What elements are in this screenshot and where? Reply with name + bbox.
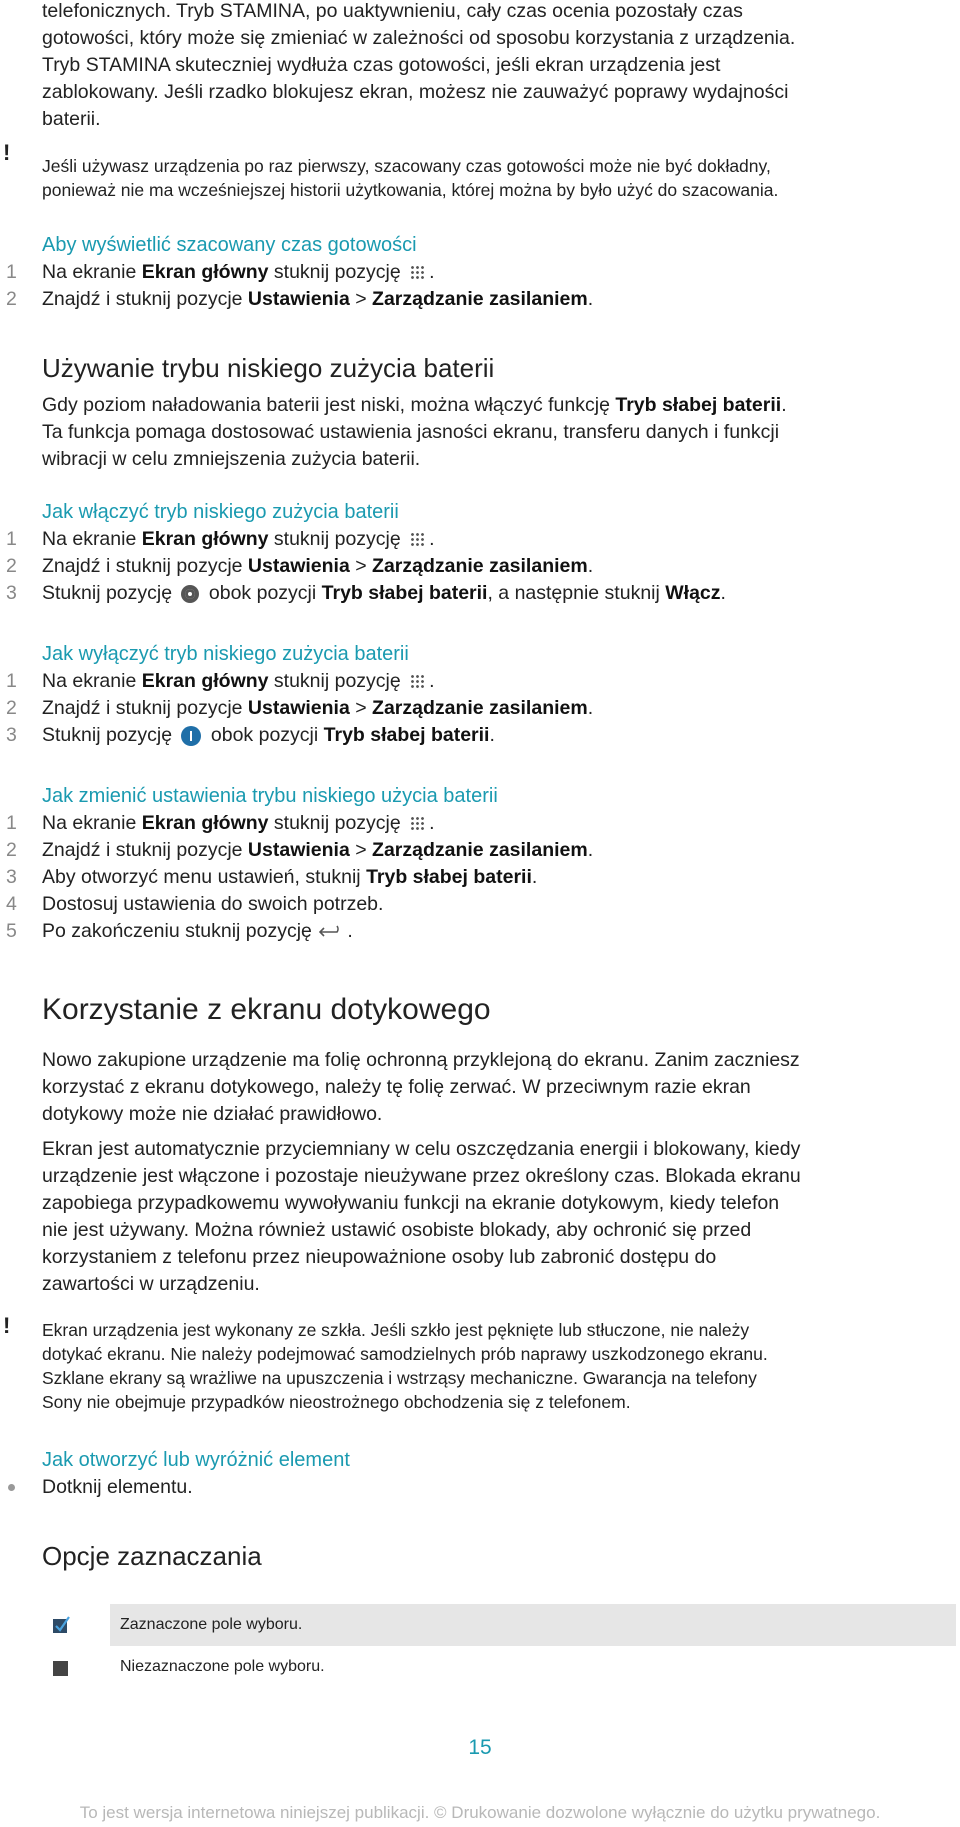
step-number: 3 <box>6 582 17 604</box>
step-number: 4 <box>6 893 17 915</box>
estimate-section <box>6 232 950 313</box>
step-item <box>6 837 950 864</box>
step-text: stuknij pozycję <box>268 670 407 692</box>
bullet-item <box>42 1474 950 1501</box>
step-number: 1 <box>6 261 17 283</box>
step-bold: Zarządzanie zasilaniem <box>372 555 588 577</box>
step-text: > <box>349 839 373 861</box>
low-power-section <box>42 352 950 384</box>
step-text: . <box>587 839 594 861</box>
step-number: 1 <box>6 812 17 834</box>
section-title: Jak zmienić ustawienia trybu niskiego użycia baterii <box>42 785 498 807</box>
note-line: Sony nie obejmuje przypadków nieostrożnego obchodzenia się z telefonem. <box>42 1392 631 1412</box>
step-text: Znajdź i stuknij pozycje <box>42 697 248 719</box>
option-label: Zaznaczone pole wyboru. <box>120 1616 303 1633</box>
step-item <box>6 810 950 837</box>
step-text: Stuknij pozycję <box>42 582 178 604</box>
step-number: 1 <box>6 528 17 550</box>
selection-section <box>42 1540 950 1572</box>
step-text: Na ekranie <box>42 812 142 834</box>
paragraph-line: Ta funkcja pomaga dostosować ustawienia jasności ekranu, transferu danych i funkcji <box>42 421 780 443</box>
section-heading: Używanie trybu niskiego zużycia baterii <box>42 353 495 383</box>
step-text: . <box>489 724 495 746</box>
note-line: dotykać ekranu. Nie należy podejmować samodzielnych prób naprawy uszkodzonego ekranu. <box>42 1344 768 1364</box>
step-item <box>6 668 950 695</box>
step-item <box>6 695 950 722</box>
paragraph-line: urządzenie jest włączone i pozostaje nieużywane przez określony czas. Blokada ekranu <box>42 1165 801 1187</box>
section-title: Jak włączyć tryb niskiego zużycia baterii <box>42 501 399 523</box>
step-number: 2 <box>6 555 17 577</box>
step-text: Znajdź i stuknij pozycje <box>42 555 248 577</box>
paragraph-line: zapobiega przypadkowemu wywoływaniu funkcji na ekranie dotykowym, kiedy telefon <box>42 1192 780 1214</box>
paragraph-line: zawartości w urządzeniu. <box>42 1273 260 1295</box>
intro-line: telefonicznych. Tryb STAMINA, po uaktywnieniu, cały czas ocenia pozostały czas <box>42 0 743 22</box>
step-text: . <box>587 697 594 719</box>
step-item <box>6 526 950 553</box>
step-text: Dostosuj ustawienia do swoich potrzeb. <box>42 893 384 915</box>
apps-grid-icon <box>410 532 425 547</box>
step-text: . <box>429 261 435 283</box>
steps-list <box>6 526 950 607</box>
radio-button-icon <box>181 585 199 603</box>
step-text: > <box>349 555 373 577</box>
step-item <box>6 553 950 580</box>
touch-section <box>42 992 950 1028</box>
step-number: 1 <box>6 670 17 692</box>
step-bold: Ekran główny <box>141 670 269 692</box>
step-number: 2 <box>6 697 17 719</box>
paragraph-line <box>42 392 950 419</box>
enable-section <box>6 499 950 607</box>
step-text: obok pozycji <box>203 582 322 604</box>
bullet-icon <box>8 1484 15 1491</box>
step-number: 3 <box>6 724 17 746</box>
back-arrow-icon <box>319 924 345 940</box>
intro-line: Tryb STAMINA skuteczniej wydłuża czas gotowości, jeśli ekran urządzenia jest <box>42 54 721 76</box>
touch-paragraph-1 <box>42 1047 950 1128</box>
change-section <box>6 783 950 945</box>
step-text: stuknij pozycję <box>268 528 407 550</box>
step-text: Znajdź i stuknij pozycje <box>42 839 248 861</box>
step-text: . <box>720 582 726 604</box>
step-bold: Ekran główny <box>141 812 269 834</box>
step-bold: Ustawienia <box>247 288 350 310</box>
step-text: Znajdź i stuknij pozycje <box>42 288 248 310</box>
steps-list <box>6 810 950 945</box>
apps-grid-icon <box>410 816 425 831</box>
steps-list <box>6 668 950 749</box>
paragraph-line: Nowo zakupione urządzenie ma folię ochronną przyklejoną do ekranu. Zanim zaczniesz <box>42 1049 800 1071</box>
step-item <box>6 286 950 313</box>
step-number: 2 <box>6 839 17 861</box>
intro-paragraph <box>42 0 950 133</box>
checkbox-unchecked-icon <box>52 1659 70 1677</box>
step-text: Aby otworzyć menu ustawień, stuknij <box>42 866 367 888</box>
paragraph-line: korzystaniem z telefonu przez nieupoważnione osoby lub zabronić dostępu do <box>42 1246 717 1268</box>
power-toggle-icon <box>181 726 201 746</box>
apps-grid-icon <box>410 265 425 280</box>
step-text: Na ekranie <box>42 670 142 692</box>
step-text: . <box>531 866 538 888</box>
step-bold: Ustawienia <box>247 839 350 861</box>
footer-notice: To jest wersja internetowa niniejszej publikacji. © Drukowanie dozwolone wyłącznie do użytku prywatnego. <box>79 1803 881 1822</box>
section-title: Jak otworzyć lub wyróżnić element <box>42 1449 350 1471</box>
note-line: Ekran urządzenia jest wykonany ze szkła. Jeśli szkło jest pęknięte lub stłuczone, nie należy <box>42 1320 750 1340</box>
step-text: . <box>429 528 435 550</box>
step-text: obok pozycji <box>205 724 324 746</box>
intro-line: baterii. <box>42 108 101 130</box>
section-title: Jak wyłączyć tryb niskiego zużycia baterii <box>42 643 409 665</box>
step-bold: Ustawienia <box>247 555 350 577</box>
step-bold: Ekran główny <box>141 261 269 283</box>
step-bold: Ustawienia <box>247 697 350 719</box>
step-text: Po zakończeniu stuknij pozycję <box>42 920 318 942</box>
section-heading: Opcje zaznaczania <box>42 1541 262 1571</box>
step-bold: Zarządzanie zasilaniem <box>372 697 588 719</box>
step-bold: Zarządzanie zasilaniem <box>372 839 588 861</box>
paragraph-line: korzystać z ekranu dotykowego, należy tę folię zerwać. W przeciwnym razie ekran <box>42 1076 751 1098</box>
section-title: Aby wyświetlić szacowany czas gotowości <box>42 234 417 256</box>
step-bold: Zarządzanie zasilaniem <box>372 288 588 310</box>
step-text: Na ekranie <box>42 261 142 283</box>
note-line: ponieważ nie ma wcześniejszej historii użytkowania, której można by było użyć do szacowania. <box>42 180 779 200</box>
paragraph-line: wibracji w celu zmniejszenia zużycia baterii. <box>42 448 421 470</box>
step-text: > <box>349 697 373 719</box>
disable-section <box>6 641 950 749</box>
step-text: stuknij pozycję <box>268 812 407 834</box>
step-text: . <box>587 288 594 310</box>
step-bold: Tryb słabej baterii <box>366 866 532 888</box>
intro-line: zablokowany. Jeśli rzadko blokujesz ekran, możesz nie zauważyć poprawy wydajności <box>42 81 789 103</box>
note-line: Jeśli używasz urządzenia po raz pierwszy, szacowany czas gotowości może nie być dokładny, <box>42 156 771 176</box>
note-line: Szklane ekrany są wrażliwe na upuszczenia i wstrząsy mechaniczne. Gwarancja na telefony <box>42 1368 757 1388</box>
paragraph-line: nie jest używany. Można również ustawić osobiste blokady, aby ochronić się przed <box>42 1219 752 1241</box>
step-text: , a następnie stuknij <box>487 582 666 604</box>
step-item <box>6 580 950 607</box>
step-number: 3 <box>6 866 17 888</box>
bold-text: Tryb słabej baterii <box>615 394 782 416</box>
exclamation-icon: ! <box>3 1313 11 1338</box>
step-item <box>6 891 950 918</box>
step-text: . <box>429 670 435 692</box>
step-text: Na ekranie <box>42 528 142 550</box>
chapter-heading: Korzystanie z ekranu dotykowego <box>42 993 491 1026</box>
paragraph-line: Ekran jest automatycznie przyciemniany w celu oszczędzania energii i blokowany, kiedy <box>42 1138 801 1160</box>
step-text: Stuknij pozycję <box>42 724 178 746</box>
step-item <box>6 918 950 945</box>
checkbox-checked-icon <box>52 1616 70 1634</box>
intro-line: gotowości, który może się zmieniać w zależności od sposobu korzystania z urządzenia. <box>42 27 796 49</box>
checked-option-row <box>110 1604 956 1646</box>
step-text: stuknij pozycję <box>268 261 407 283</box>
step-text: . <box>347 920 353 942</box>
step-bold: Tryb słabej baterii <box>323 724 490 746</box>
step-bold: Włącz <box>665 582 721 604</box>
text: . <box>781 394 787 416</box>
touch-paragraph-2 <box>42 1136 950 1298</box>
step-text: . <box>429 812 435 834</box>
bullet-text: Dotknij elementu. <box>42 1476 193 1498</box>
paragraph-line: dotykowy może nie działać prawidłowo. <box>42 1103 383 1125</box>
step-bold: Tryb słabej baterii <box>321 582 488 604</box>
note-glass <box>42 1318 950 1414</box>
step-item <box>6 864 950 891</box>
step-bold: Ekran główny <box>141 528 269 550</box>
apps-grid-icon <box>410 674 425 689</box>
unchecked-option-row <box>110 1646 956 1688</box>
open-item-section <box>42 1447 950 1501</box>
exclamation-icon: ! <box>3 140 11 165</box>
page-number: 15 <box>468 1736 492 1759</box>
note-first-use <box>42 154 950 202</box>
step-number: 5 <box>6 920 17 942</box>
text: Gdy poziom naładowania baterii jest niski, można włączyć funkcję <box>42 394 616 416</box>
low-power-paragraph <box>42 392 950 473</box>
step-text: . <box>587 555 594 577</box>
step-item <box>6 722 950 749</box>
option-label: Niezaznaczone pole wyboru. <box>120 1658 325 1675</box>
step-number: 2 <box>6 288 17 310</box>
step-text: > <box>349 288 373 310</box>
steps-list <box>6 259 950 313</box>
step-item <box>6 259 950 286</box>
